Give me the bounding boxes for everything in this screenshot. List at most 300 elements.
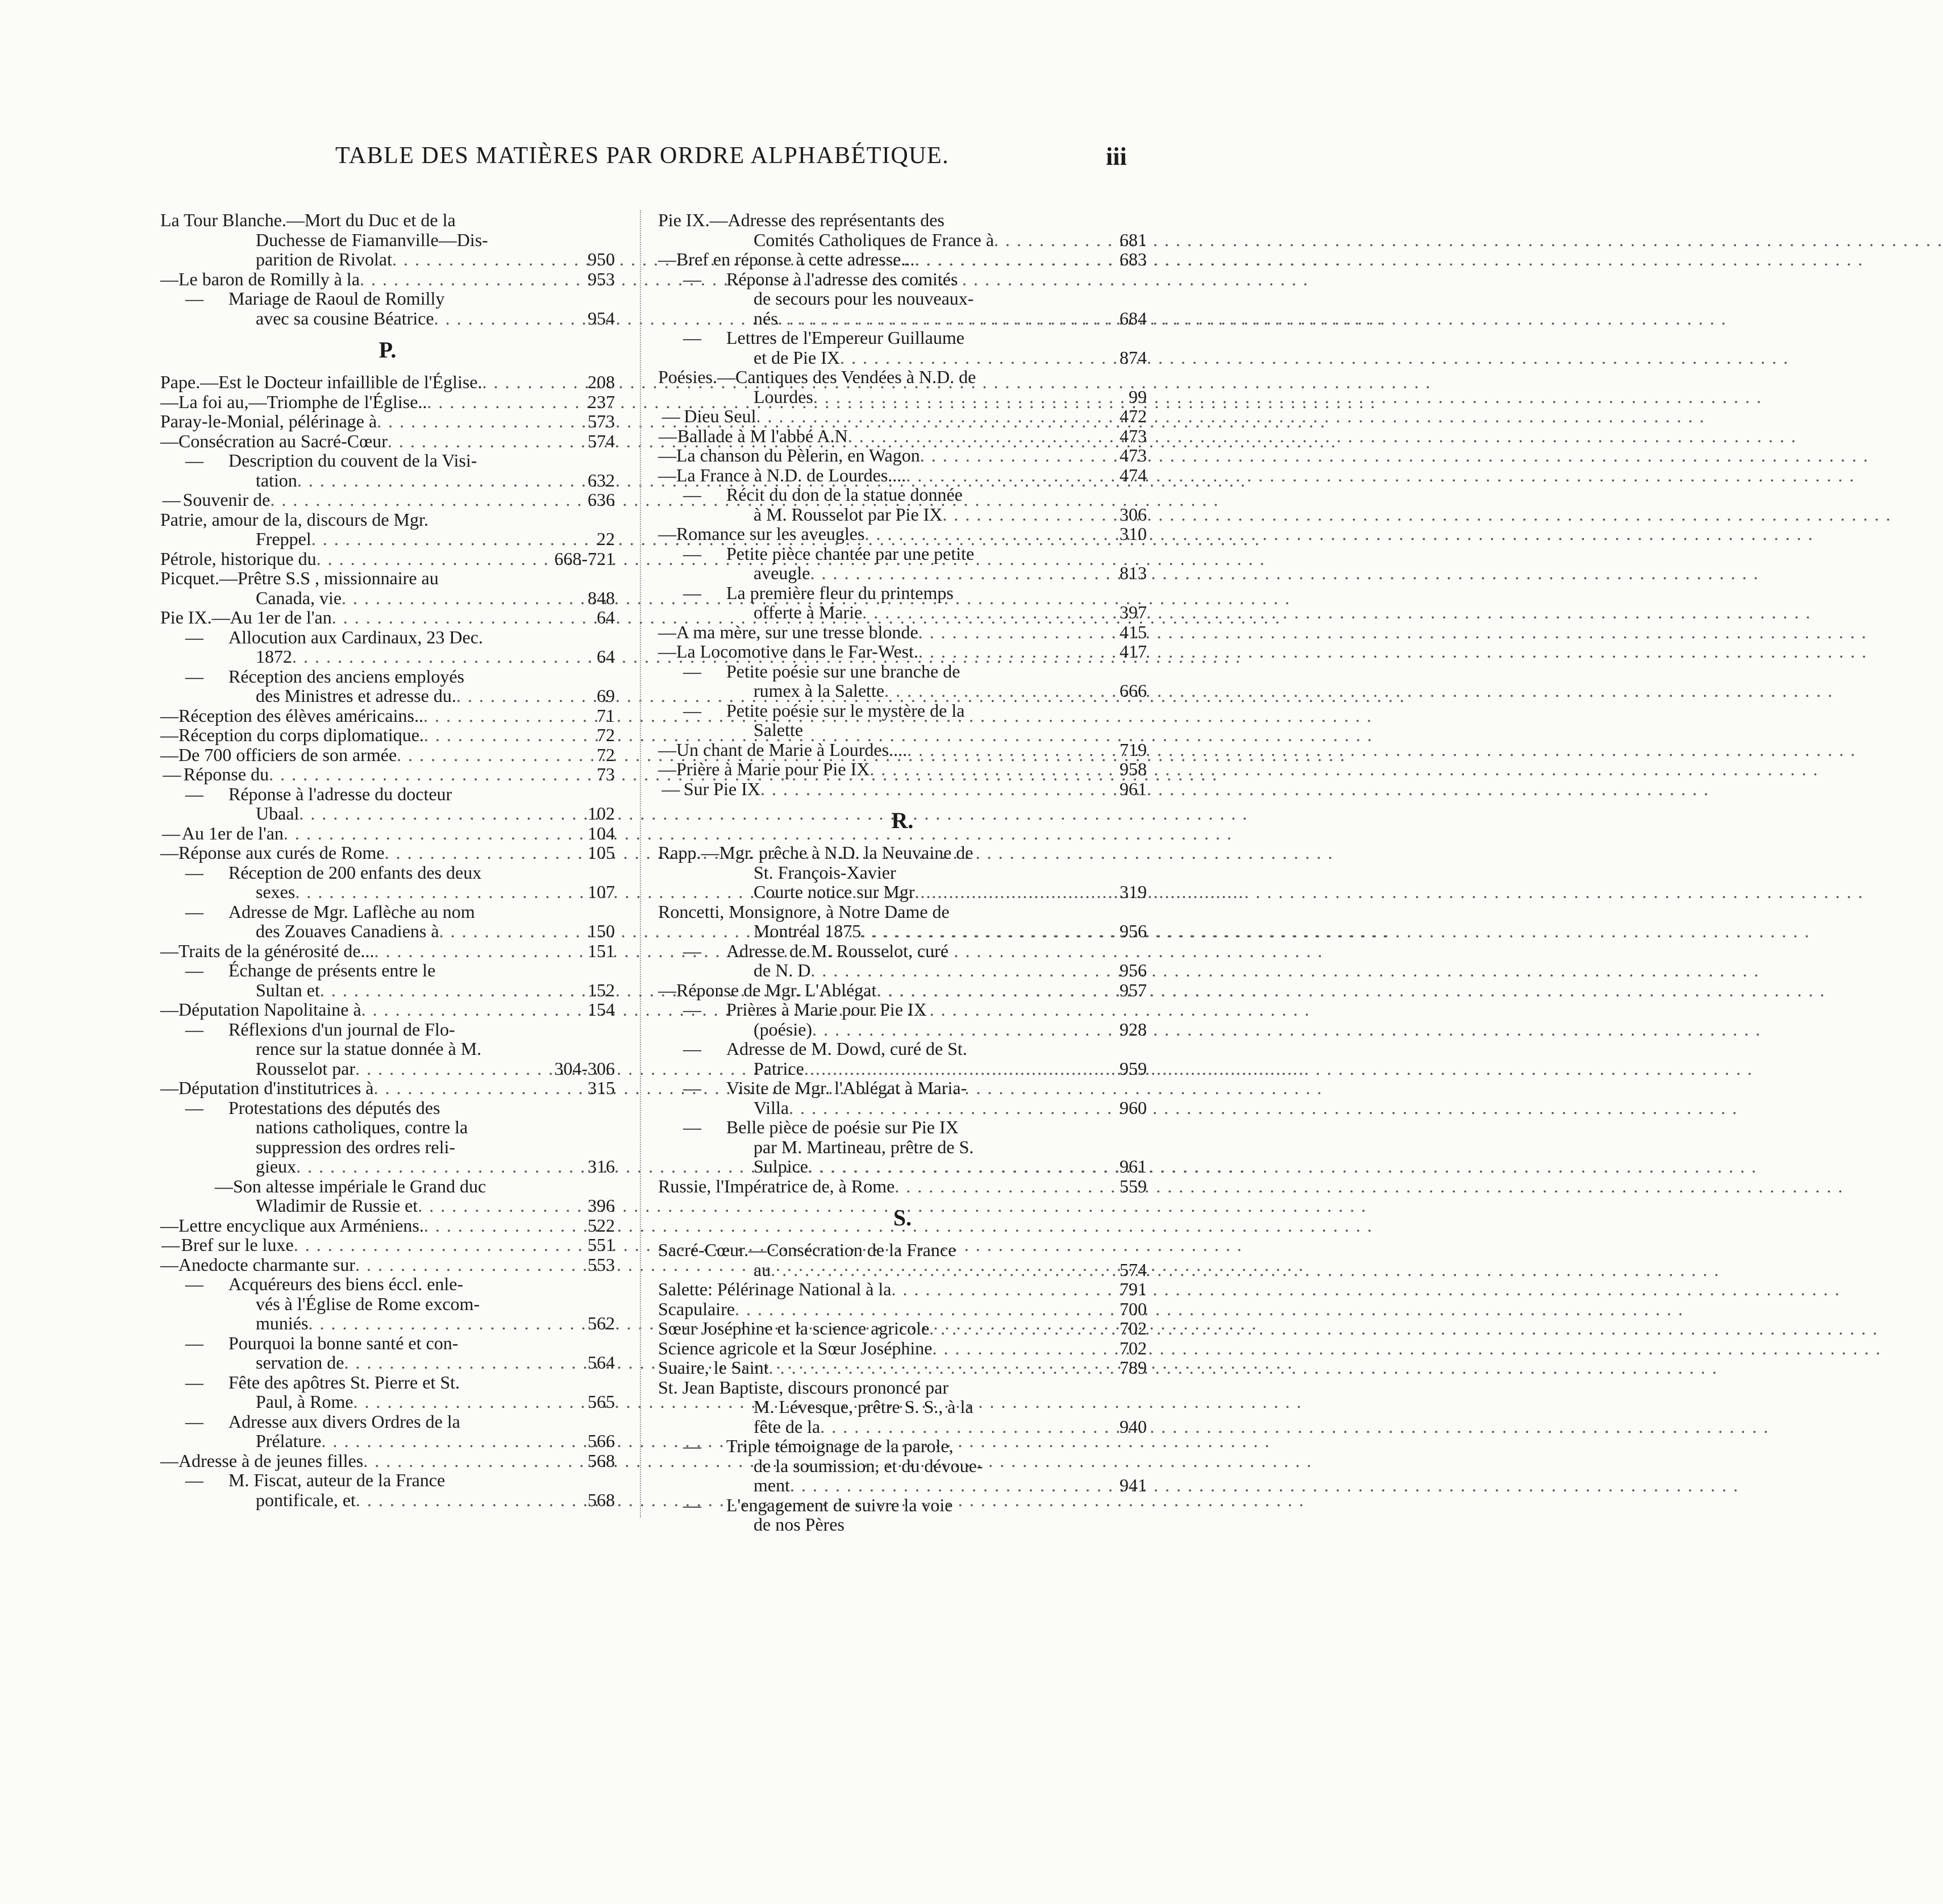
entry-text: L'engagement de suivre la voie xyxy=(726,1494,953,1515)
entry-page-number: 417 xyxy=(1120,641,1147,662)
ditto-dash: — xyxy=(161,822,180,843)
entry-page-number: 69 xyxy=(597,685,615,706)
index-entry-line xyxy=(160,392,615,412)
entry-text: Lettre encyclique aux Arméniens. xyxy=(178,1215,424,1236)
leader-dots xyxy=(397,745,592,765)
entry-page-number: 684 xyxy=(1120,307,1147,329)
entry-text: St. François-Xavier xyxy=(754,862,896,883)
leader-dots xyxy=(385,843,583,863)
entry-text: Acquéreurs des biens éccl. enle- xyxy=(228,1274,464,1294)
entry-text: Paray-le-Monial, pélérinage à xyxy=(160,411,377,431)
entry-page-number: 99 xyxy=(1129,386,1147,407)
entry-page-number: 551 xyxy=(588,1234,615,1255)
entry-page-number: 574 xyxy=(588,430,615,451)
entry-text: Réception des élèves américains.. xyxy=(178,705,423,726)
entry-text: Souvenir de xyxy=(182,489,271,510)
leader-dots xyxy=(735,1299,1115,1319)
entry-text: rumex à la Salette xyxy=(754,680,885,701)
ditto-dash: — xyxy=(658,249,676,269)
entry-text: Pape.—Est le Docteur infaillible de l'Église. xyxy=(160,372,482,392)
ditto-dash: — xyxy=(185,1332,203,1353)
ditto-dash: — xyxy=(658,425,677,446)
index-entry-line xyxy=(658,1157,1147,1177)
entry-text: rence sur la statue donnée à M. xyxy=(256,1038,482,1059)
entry-page-number: 562 xyxy=(588,1313,615,1333)
entry-text: Récit du don de la statue donnée xyxy=(726,484,963,505)
leader-dots xyxy=(361,1000,583,1020)
entry-page-number: 64 xyxy=(597,607,615,627)
entry-text: Réflexions d'un journal de Flo- xyxy=(228,1018,455,1040)
entry-page-number: 151 xyxy=(588,940,615,961)
index-entry-line xyxy=(658,367,1147,387)
entry-page-number: 553 xyxy=(588,1254,615,1275)
entry-text: Comités Catholiques de France à xyxy=(754,229,995,250)
index-entry-line xyxy=(160,627,615,647)
index-entry-line xyxy=(658,1260,1147,1280)
leader-dots xyxy=(342,588,583,608)
index-entry-line xyxy=(658,720,1147,740)
index-entry-line xyxy=(658,1299,1147,1319)
index-entry-line xyxy=(658,1039,1147,1059)
entry-page-number: 315 xyxy=(588,1078,615,1098)
index-entry-line xyxy=(658,1117,1147,1137)
index-entry-line xyxy=(160,1412,615,1432)
leader-dots xyxy=(424,1216,583,1236)
ditto-dash: — xyxy=(683,1038,701,1059)
ditto-dash: — xyxy=(658,445,676,465)
ditto-dash: — xyxy=(185,862,203,883)
entry-page-number: 208 xyxy=(588,372,615,392)
entry-text: Sur Pie IX xyxy=(683,778,760,799)
index-entry-line xyxy=(658,602,1147,622)
index-entry-line xyxy=(160,1333,615,1353)
entry-text: des Ministres et adresse du. xyxy=(256,685,456,706)
index-entry-line xyxy=(160,824,615,843)
entry-page-number: 102 xyxy=(588,803,615,824)
leader-dots xyxy=(317,549,550,569)
entry-page-number: 961 xyxy=(1120,1156,1147,1177)
ditto-dash: — xyxy=(683,700,701,721)
leader-dots xyxy=(294,1235,583,1255)
page-title: TABLE DES MATIÈRES PAR ORDRE ALPHABÉTIQUE. xyxy=(335,143,950,169)
entry-page-number: 956 xyxy=(1120,921,1147,941)
ditto-dash: — xyxy=(683,660,701,681)
leader-dots xyxy=(439,921,583,941)
entry-page-number: 415 xyxy=(1120,621,1147,642)
leader-dots xyxy=(355,1059,550,1079)
index-entry-line xyxy=(658,210,1147,230)
entry-text: Salette xyxy=(754,720,804,740)
entry-page-number: 961 xyxy=(1120,778,1147,799)
index-entry-line xyxy=(658,505,1147,525)
entry-text: Russie, l'Impératrice de, à Rome xyxy=(658,1175,895,1196)
entry-text: Réponse à l'adresse des comités xyxy=(726,268,958,289)
entry-text: Sacré-Cœur.—Consécration de la France xyxy=(658,1240,956,1260)
index-entry-line xyxy=(658,1177,1147,1196)
leader-dots xyxy=(296,1157,583,1177)
leader-dots xyxy=(920,446,1115,465)
entry-text: offerte à Marie xyxy=(754,602,863,622)
entry-page-number: 396 xyxy=(588,1195,615,1216)
ditto-dash: — xyxy=(661,406,680,426)
leader-dots xyxy=(892,1279,1116,1299)
index-entry-line xyxy=(160,309,615,329)
ditto-dash: — xyxy=(160,1215,178,1236)
entry-text: vés à l'Église de Rome excom- xyxy=(256,1293,480,1314)
entry-page-number: 958 xyxy=(1120,759,1147,779)
index-entry-line xyxy=(658,701,1147,721)
index-entry-line xyxy=(658,309,1147,329)
entry-page-number: 71 xyxy=(597,705,615,726)
ditto-dash: — xyxy=(683,1078,701,1098)
column-divider xyxy=(640,210,641,1518)
index-column-right xyxy=(658,210,1147,1535)
entry-text: avec sa cousine Béatrice xyxy=(256,307,434,329)
leader-dots xyxy=(311,529,592,549)
index-entry-line xyxy=(160,980,615,1000)
entry-text: Réception du corps diplomatique. xyxy=(178,725,424,745)
leader-dots xyxy=(392,250,583,269)
ditto-dash: — xyxy=(160,999,178,1020)
entry-text: M. Lévesque, prêtre S. S., à la xyxy=(754,1396,973,1417)
index-entry-line xyxy=(658,1000,1147,1020)
entry-text: La Locomotive dans le Far-West. xyxy=(676,641,918,662)
leader-dots xyxy=(482,372,584,392)
ditto-dash: — xyxy=(160,705,178,726)
entry-text: La première fleur du printemps xyxy=(726,582,954,603)
index-entry-line xyxy=(160,1059,615,1079)
ditto-dash: — xyxy=(185,901,203,922)
index-entry-line xyxy=(160,1039,615,1059)
index-entry-line xyxy=(160,667,615,687)
entry-text: de N. D xyxy=(754,960,811,980)
index-entry-line xyxy=(160,1353,615,1373)
entry-text: St. Jean Baptiste, discours prononcé par xyxy=(658,1377,948,1398)
index-entry-line xyxy=(658,583,1147,603)
ditto-dash: — xyxy=(658,621,676,642)
entry-text: Pie IX.—Au 1er de l'an xyxy=(160,607,332,627)
index-entry-line xyxy=(658,1279,1147,1299)
ditto-dash: — xyxy=(683,999,701,1020)
leader-dots xyxy=(756,406,1115,426)
entry-page-number: 104 xyxy=(588,822,615,843)
index-column-left xyxy=(160,210,615,1510)
entry-text: Bref en réponse à cette adresse... xyxy=(676,249,915,269)
entry-text: Adresse à de jeunes filles xyxy=(178,1450,364,1471)
index-entry-line xyxy=(658,779,1147,799)
entry-page-number: 956 xyxy=(1120,960,1147,980)
entry-page-number: 574 xyxy=(1120,1259,1147,1280)
ditto-dash: — xyxy=(683,1117,701,1137)
index-entry-line xyxy=(160,1137,615,1157)
index-entry-line xyxy=(160,1490,615,1510)
entry-text: Sœur Joséphine et la science agricole xyxy=(658,1318,930,1338)
entry-text: Députation Napolitaine à xyxy=(178,999,361,1020)
entry-page-number: 152 xyxy=(588,979,615,1000)
index-entry-line xyxy=(658,348,1147,368)
ditto-dash: — xyxy=(185,288,203,309)
entry-text: Prières à Marie pour Pie IX xyxy=(726,999,927,1020)
index-entry-line xyxy=(160,921,615,941)
entry-page-number: 568 xyxy=(588,1450,615,1471)
index-entry-line xyxy=(658,1436,1147,1456)
entry-text: Le baron de Romilly à la xyxy=(178,268,360,289)
entry-text: de secours pour les nouveaux- xyxy=(754,288,974,309)
entry-page-number: 472 xyxy=(1120,406,1147,426)
entry-page-number: 559 xyxy=(1120,1175,1147,1196)
ditto-dash: — xyxy=(658,641,676,662)
entry-text: Petite poésie sur une branche de xyxy=(726,660,960,681)
index-entry-line xyxy=(658,1358,1147,1378)
index-entry-line xyxy=(160,230,615,250)
ditto-dash: — xyxy=(185,626,203,647)
entry-page-number: 928 xyxy=(1120,1018,1147,1040)
index-entry-line xyxy=(658,1319,1147,1338)
index-entry-line xyxy=(160,941,615,961)
leader-dots xyxy=(884,681,1115,701)
leader-dots xyxy=(320,980,583,1000)
index-entry-line xyxy=(160,1451,615,1471)
index-entry-line xyxy=(658,1378,1147,1398)
entry-text: Réponse du xyxy=(183,764,269,784)
ditto-dash: — xyxy=(683,940,701,961)
entry-text: Villa xyxy=(754,1097,789,1118)
index-entry-line xyxy=(160,961,615,980)
index-entry-line xyxy=(160,510,615,530)
index-entry-line xyxy=(160,1117,615,1137)
entry-page-number: 940 xyxy=(1120,1416,1147,1437)
leader-dots xyxy=(297,471,583,490)
index-entry-line xyxy=(658,662,1147,681)
index-entry-line xyxy=(658,1417,1147,1437)
entry-page-number: 473 xyxy=(1120,425,1147,446)
entry-text: La foi au,—Triomphe de l'Église.. xyxy=(178,391,427,412)
entry-text: Députation d'institutrices à xyxy=(178,1078,374,1098)
index-entry-line xyxy=(160,1294,615,1314)
index-entry-line xyxy=(160,843,615,863)
entry-page-number: 154 xyxy=(588,999,615,1020)
index-entry-line xyxy=(658,1059,1147,1079)
index-entry-line xyxy=(160,1255,615,1275)
entry-text: Adresse de Mgr. Laflèche au nom xyxy=(228,901,475,922)
entry-text: Visite de Mgr. l'Ablégat à Maria- xyxy=(726,1078,967,1098)
index-entry-line xyxy=(658,921,1147,941)
leader-dots xyxy=(848,426,1115,446)
ditto-dash: — xyxy=(683,543,701,564)
entry-text: Protestations des députés des xyxy=(228,1097,440,1118)
ditto-dash: — xyxy=(683,268,701,289)
entry-text: Poésies.—Cantiques des Vendées à N.D. de xyxy=(658,367,976,387)
index-entry-line xyxy=(160,210,615,230)
leader-dots xyxy=(427,392,583,412)
leader-dots xyxy=(769,1358,1115,1378)
leader-dots xyxy=(820,1417,1115,1437)
entry-text: Petite pièce chantée par une petite xyxy=(726,543,975,564)
entry-text: nés xyxy=(754,307,778,329)
entry-text: au xyxy=(754,1259,771,1280)
entry-page-number: 310 xyxy=(1120,523,1147,544)
entry-text: Roncetti, Monsignore, à Notre Dame de xyxy=(658,901,950,922)
page-header xyxy=(0,142,1271,176)
leader-dots xyxy=(804,1059,1115,1079)
leader-dots xyxy=(918,642,1115,662)
index-entry-line xyxy=(658,387,1147,407)
index-entry-line xyxy=(658,426,1147,446)
leader-dots xyxy=(423,706,592,726)
entry-text: Réponse de Mgr. L'Ablégat xyxy=(676,979,877,1000)
leader-dots xyxy=(270,490,583,510)
entry-text: A ma mère, sur une tresse blonde xyxy=(676,621,918,642)
entry-page-number: 848 xyxy=(588,587,615,608)
index-entry-line xyxy=(658,230,1147,250)
entry-text: Romance sur les aveugles xyxy=(676,523,865,544)
entry-text: sexes xyxy=(256,882,296,902)
index-entry-line xyxy=(160,1196,615,1216)
entry-page-number: 564 xyxy=(588,1352,615,1373)
leader-dots xyxy=(353,1392,583,1412)
entry-text: Pie IX.—Adresse des représentants des xyxy=(658,210,945,230)
entry-text: Description du couvent de la Visi- xyxy=(228,450,477,471)
entry-text: Prière à Marie pour Pie IX xyxy=(676,759,870,779)
ditto-dash: — xyxy=(160,940,178,961)
entry-text: muniés xyxy=(256,1313,309,1333)
entry-page-number: 960 xyxy=(1120,1097,1147,1118)
section-letter: S. xyxy=(893,1205,912,1230)
leader-dots xyxy=(810,563,1116,583)
ditto-dash: — xyxy=(160,268,178,289)
entry-page-number: 304-306 xyxy=(554,1058,615,1079)
index-entry-line xyxy=(658,544,1147,564)
index-entry-line xyxy=(160,451,615,471)
index-entry-line xyxy=(160,250,615,269)
leader-dots xyxy=(771,1260,1115,1280)
index-entry-line xyxy=(658,465,1147,485)
index-entry-line xyxy=(658,1078,1147,1098)
index-entry-line xyxy=(160,588,615,608)
entry-text: Belle pièce de poésie sur Pie IX xyxy=(726,1117,959,1137)
index-entry-line xyxy=(160,784,615,804)
entry-page-number: 237 xyxy=(588,391,615,412)
leader-dots xyxy=(778,309,1115,329)
leader-dots xyxy=(933,1338,1116,1358)
entry-page-number: 700 xyxy=(1120,1298,1147,1319)
entry-text: Prélature xyxy=(256,1431,322,1451)
entry-text: Adresse de M. Rousselot, curé xyxy=(726,940,949,961)
index-entry-line xyxy=(160,431,615,451)
index-entry-line xyxy=(658,961,1147,980)
ditto-dash: — xyxy=(658,739,676,760)
entry-text: Un chant de Marie à Lourdes.... xyxy=(676,739,908,760)
ditto-dash: — xyxy=(658,979,676,1000)
index-entry-line xyxy=(160,372,615,392)
ditto-dash: — xyxy=(185,450,203,471)
index-entry-line xyxy=(160,269,615,289)
entry-text: Ubaal xyxy=(256,803,299,824)
entry-page-number: 953 xyxy=(588,268,615,289)
leader-dots xyxy=(375,941,583,961)
ditto-dash: — xyxy=(683,1436,701,1456)
entry-page-number: 474 xyxy=(1120,464,1147,485)
entry-text: et de Pie IX xyxy=(754,347,840,368)
entry-text: (poésie) xyxy=(754,1018,813,1040)
entry-text: des Zouaves Canadiens à xyxy=(256,921,439,941)
entry-text: suppression des ordres reli- xyxy=(256,1136,456,1157)
leader-dots xyxy=(929,1319,1115,1338)
entry-page-number: 319 xyxy=(1120,882,1147,902)
entry-page-number: 789 xyxy=(1120,1357,1147,1378)
ditto-dash: — xyxy=(185,666,203,687)
index-entry-line xyxy=(658,1515,1147,1535)
entry-page-number: 473 xyxy=(1120,445,1147,465)
leader-dots xyxy=(388,431,583,451)
entry-text: Wladimir de Russie et xyxy=(256,1195,418,1216)
entry-page-number: 813 xyxy=(1120,563,1147,583)
leader-dots xyxy=(355,1255,583,1275)
entry-text: Échange de présents entre le xyxy=(228,960,436,980)
entry-text: parition de Rivolat xyxy=(256,249,392,269)
entry-text: à M. Rousselot par Pie IX xyxy=(754,504,943,525)
index-entry-line xyxy=(658,882,1147,902)
index-entry-line xyxy=(160,568,615,588)
entry-text: Freppel xyxy=(256,529,311,549)
entry-text: La France à N.D. de Lourdes.... xyxy=(676,464,906,485)
entry-text: Paul, à Rome xyxy=(256,1391,353,1412)
entry-text: tation xyxy=(256,469,297,490)
index-entry-line xyxy=(658,1495,1147,1515)
index-entry-line xyxy=(160,1020,615,1040)
entry-page-number: 702 xyxy=(1120,1318,1147,1338)
leader-dots xyxy=(456,686,592,706)
leader-dots xyxy=(424,725,592,745)
index-entry-line xyxy=(160,1470,615,1490)
entry-text: Sultan et xyxy=(256,979,320,1000)
entry-text: Mariage de Raoul de Romilly xyxy=(228,288,445,309)
leader-dots xyxy=(269,764,592,784)
leader-dots xyxy=(876,980,1115,1000)
ditto-dash: — xyxy=(185,960,203,980)
ditto-dash: — xyxy=(160,1254,178,1275)
leader-dots xyxy=(322,1431,584,1451)
entry-text: Triple témoignage de la parole, xyxy=(726,1436,954,1456)
ditto-dash: — xyxy=(683,582,701,603)
ditto-dash: — xyxy=(160,744,178,765)
index-entry-line xyxy=(658,1137,1147,1157)
index-entry-line xyxy=(160,804,615,824)
entry-text: Fête des apôtres St. Pierre et St. xyxy=(228,1371,460,1392)
entry-page-number: 666 xyxy=(1120,680,1147,701)
index-entry-line xyxy=(160,686,615,706)
leader-dots xyxy=(292,647,592,667)
leader-dots xyxy=(356,1490,583,1510)
leader-dots xyxy=(906,465,1115,485)
index-entry-line xyxy=(658,485,1147,505)
entry-text: Rapp.—Mgr. prêche à N.D. la Neuvaine de xyxy=(658,842,973,863)
leader-dots xyxy=(344,1353,584,1373)
leader-dots xyxy=(994,230,1115,250)
entry-text: Pourquoi la bonne santé et con- xyxy=(228,1332,459,1353)
entry-page-number: 566 xyxy=(588,1431,615,1451)
index-entry-line xyxy=(658,446,1147,465)
index-entry-line xyxy=(658,1475,1147,1495)
index-entry-line xyxy=(658,980,1147,1000)
index-entry-line xyxy=(160,1392,615,1412)
ditto-dash: — xyxy=(160,1450,178,1471)
ditto-dash: — xyxy=(185,1371,203,1392)
leader-dots xyxy=(915,882,1116,902)
entry-text: 1872 xyxy=(256,646,292,667)
index-entry-line xyxy=(658,1456,1147,1476)
index-entry-line xyxy=(160,471,615,490)
